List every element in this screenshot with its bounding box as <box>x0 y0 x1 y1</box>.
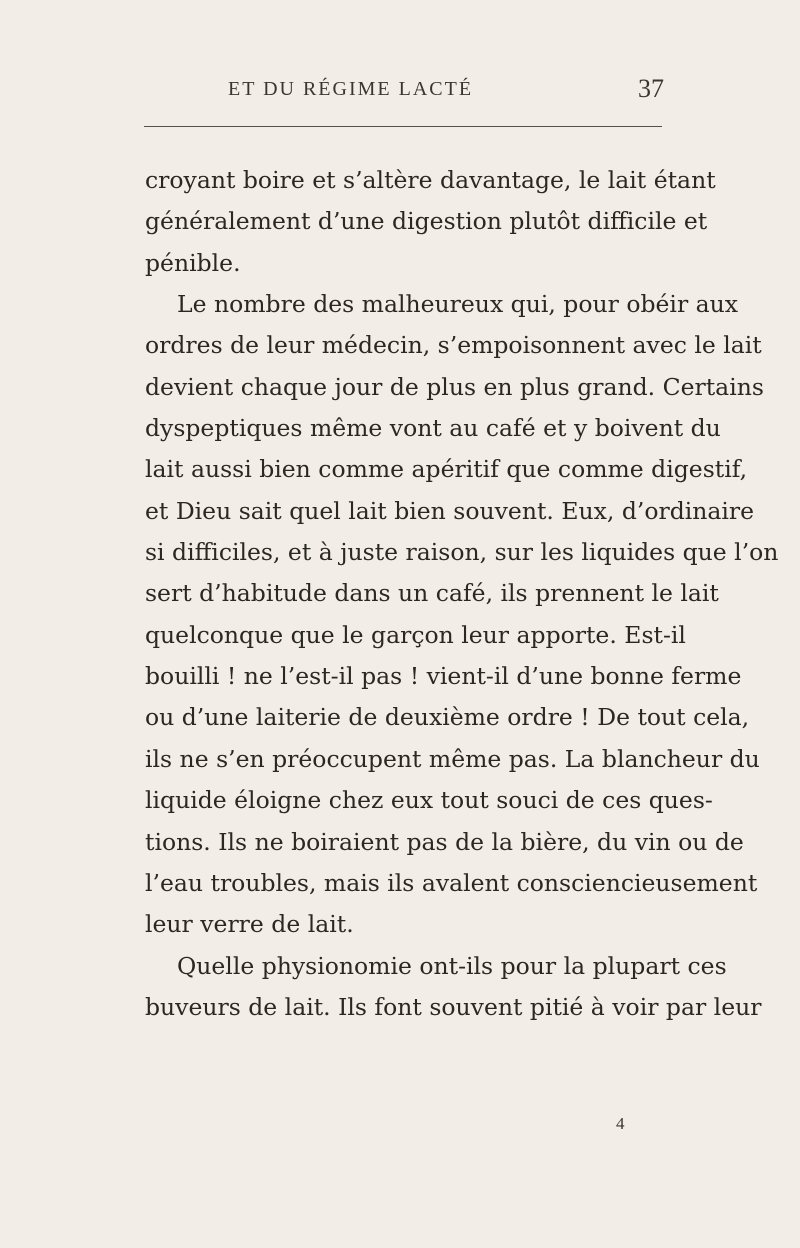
text-line: devient chaque jour de plus en plus grand. Certains <box>145 372 764 401</box>
text-line: généralement d’une digestion plutôt difficile et <box>145 207 708 236</box>
text-line: leur verre de lait. <box>145 910 354 939</box>
text-line: ordres de leur médecin, s’empoisonnent avec le lait <box>145 331 762 360</box>
running-title: ET DU RÉGIME LACTÉ <box>228 78 474 100</box>
body-text <box>145 160 779 1028</box>
header-rule <box>144 126 662 127</box>
text-line: l’eau troubles, mais ils avalent consciencieusement <box>145 868 758 897</box>
text-line: tions. Ils ne boiraient pas de la bière, du vin ou de <box>145 827 744 856</box>
text-line: liquide éloigne chez eux tout souci de ces ques- <box>145 786 713 815</box>
text-line: bouilli ! ne l’est-il pas ! vient-il d’une bonne ferme <box>145 662 742 691</box>
text-line: ou d’une laiterie de deuxième ordre ! De tout cela, <box>145 703 750 732</box>
text-line: dyspeptiques même vont au café et y boivent du <box>145 414 721 443</box>
text-line: Le nombre des malheureux qui, pour obéir aux <box>177 290 739 319</box>
text-line: si difficiles, et à juste raison, sur les liquides que l’on <box>145 538 779 567</box>
page-number: 37 <box>638 74 664 103</box>
text-line: ils ne s’en préoccupent même pas. La blancheur du <box>145 744 760 773</box>
text-line: lait aussi bien comme apéritif que comme digestif, <box>145 455 748 484</box>
signature-mark: 4 <box>616 1114 625 1133</box>
running-head <box>0 74 800 110</box>
text-line: pénible. <box>145 248 241 277</box>
text-line: buveurs de lait. Ils font souvent pitié à voir par leur <box>145 992 762 1021</box>
text-line: quelconque que le garçon leur apporte. Est-il <box>145 620 686 649</box>
text-line: et Dieu sait quel lait bien souvent. Eux, d’ordinaire <box>145 496 755 525</box>
text-line: Quelle physionomie ont-ils pour la plupart ces <box>177 951 727 980</box>
text-line: sert d’habitude dans un café, ils prennent le lait <box>145 579 719 608</box>
text-line: croyant boire et s’altère davantage, le lait étant <box>145 166 716 194</box>
